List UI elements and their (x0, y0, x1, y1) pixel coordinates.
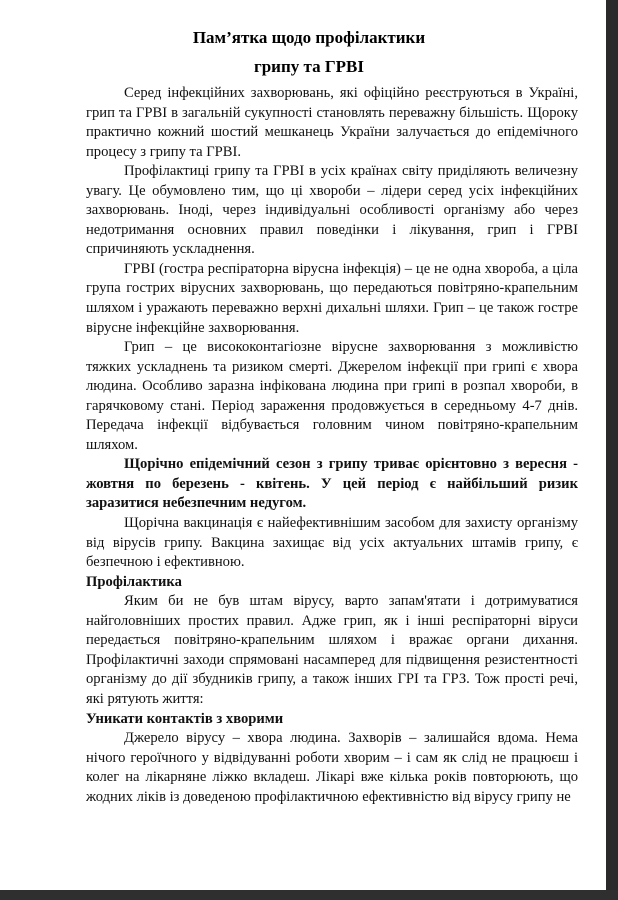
viewer-background-right (606, 0, 618, 900)
document-body (86, 84, 578, 807)
paragraph-prevention-attention: Профілактиці грипу та ГРВІ в усіх країнах світу приділяють величезну увагу. Це обумовлено тим, що ці хвороби – лідери серед усіх інфекційних захворювань. Іноді, через індивідуальні особливості організму або через недотримання основних правил поведінки і лікування, грип і ГРВІ спричиняють ускладнення. (86, 163, 578, 258)
document-title-line-1: Пам’ятка щодо профілактики (192, 28, 426, 47)
paragraph-intro: Серед інфекційних захворювань, які офіційно реєструються в Україні, грип та ГРВІ в загальній сукупності становлять переважну більшість. Щороку практично кожний шостий мешканець України залучається до епідемічного процесу з грипу та ГРВІ. (86, 85, 578, 160)
viewer-background-bottom (0, 890, 618, 900)
heading-avoid-contacts: Уникати контактів з хворими (86, 710, 284, 727)
paragraph-arvi-definition: ГРВІ (гостра респіраторна вірусна інфекція) – це не одна хвороба, а ціла група гострих вірусних захворювань, що передаються повітряно-крапельним шляхом і уражають переважно верхні дихальні шляхи. Грип – це також гостре вірусне інфекційне захворювання. (86, 260, 578, 336)
paragraph-prevention: Яким би не був штам вірусу, варто запам'ятати і дотримуватися найголовніших простих правил. Адже грип, як і інші респіраторні віруси передається повітряно-крапельним шляхом і вражає органи дихання. Профілактичні заходи спрямовані насамперед для підвищення резистентності організму до дії збудників грипу, а також інших ГРІ та ГРЗ. Тож прості речі, які рятують життя: (86, 593, 578, 707)
paragraph-epidemic-season: Щорічно епідемічний сезон з грипу триває орієнтовно з вересня - жовтня по березень - квітень. У цей період є найбільший ризик заразитися небезпечним недугом. (86, 456, 578, 512)
paragraph-vaccination: Щорічна вакцинація є найефективнішим засобом для захисту організму від вірусів грипу. Вакцина захищає від усіх актуальних штамів грипу, є безпечною і ефективною. (86, 515, 578, 571)
heading-prevention: Профілактика (86, 573, 182, 590)
document-title-line-2: грипу та ГРВІ (254, 57, 364, 76)
paragraph-flu-definition: Грип – це висококонтагіозне вірусне захворювання з можливістю тяжких ускладнень та ризиком смерті. Джерелом інфекції при грипі є хвора людина. Особливо заразна інфікована людина при грипі в розпал хвороби, в гарячковому стані. Період зараження продовжується в середньому 4-7 днів. Передача інфекції відбувається головним чином повітряно-крапельним шляхом. (86, 339, 578, 453)
paragraph-avoid-contacts: Джерело вірусу – хвора людина. Захворів – залишайся вдома. Нема нічого героїчного у відвідуванні роботи хворим – і сам як слід не працюєш і колег на лікарняне ліжко вкладеш. Лікарі вже кілька років повторюють, що жодних ліків із доведеною профілактичною ефективністю від вірусу грипу не (86, 730, 578, 805)
